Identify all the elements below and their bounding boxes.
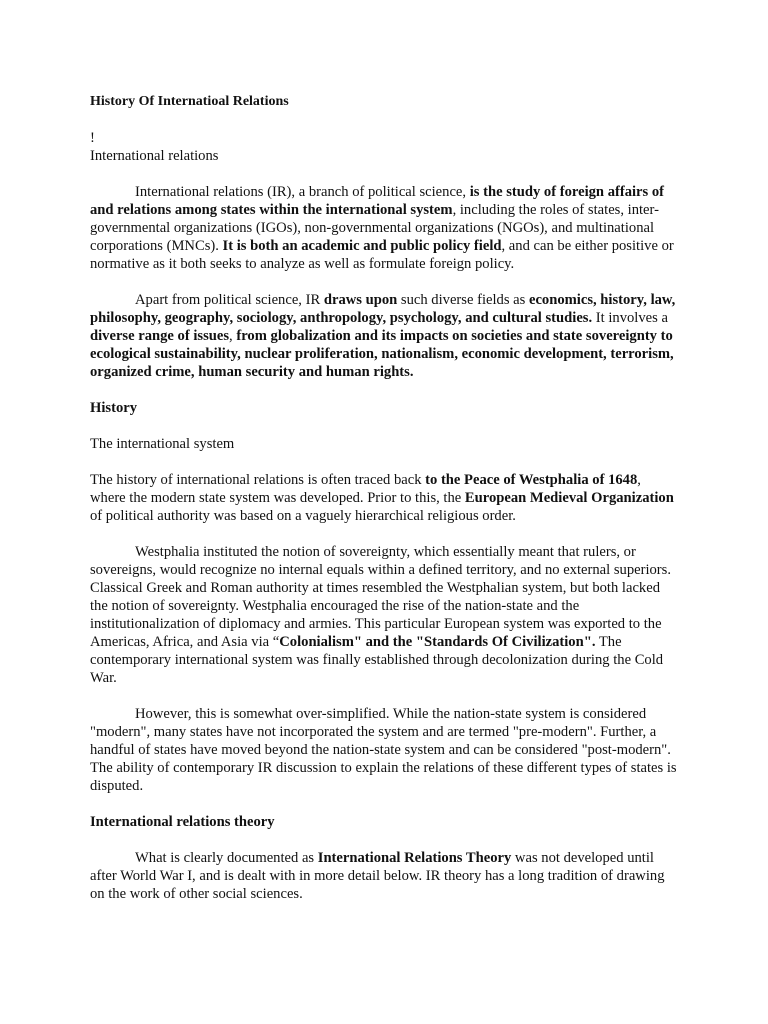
document-title: History Of Internatioal Relations bbox=[90, 94, 289, 109]
bold-run: from globalization and its impacts on societies and state sovereignty to ecological sustainability, nuclear proliferation, nationalism, economic development, terrorism, organized crime, human security and human rights. bbox=[90, 328, 674, 380]
paragraph-oversimplified: However, this is somewhat over-simplified. While the nation-state system is considered "modern", many states have not incorporated the system and are termed "pre-modern". Further, a handful of states have moved beyond the nation-state system and can be considered "post-modern". The ability of contemporary IR discussion to explain the relations of these different types of states is disputed. bbox=[90, 706, 677, 794]
text-run: of political authority was based on a vaguely hierarchical religious order. bbox=[90, 508, 516, 524]
bold-run: Colonialism" and the "Standards Of Civilization". bbox=[279, 634, 596, 650]
bold-run: European Medieval Organization bbox=[464, 490, 674, 506]
text-run: Westphalia instituted the notion of sovereignty, which essentially meant that rulers, or sovereigns, would recognize no internal equals within a defined territory, and no external superiors. Classical Greek and Roman authority at times resembled the Westphalian system, but both lacked the notion of sovereignty. Westphalia encouraged the rise of the nation-state and the institutionalization of diplomacy and armies. This particular European system was exported to the Americas, Africa, and Asia via “ bbox=[90, 544, 671, 650]
heading-history: History bbox=[90, 400, 138, 416]
exclamation-mark: ! bbox=[90, 130, 95, 146]
text-run: It involves a bbox=[592, 310, 668, 326]
section-subtitle-international-relations: International relations bbox=[90, 148, 219, 164]
text-run: was not developed until after World War I, and is dealt with in more detail below. IR theory has a long tradition of drawing on the work of other social sciences. bbox=[90, 850, 665, 902]
bold-run: International Relations Theory bbox=[317, 850, 512, 866]
bold-run: economics, history, law, philosophy, geography, sociology, anthropology, psychology, and cultural studies. bbox=[90, 292, 676, 326]
text-run: What is clearly documented as bbox=[135, 850, 318, 866]
bold-run: is the study of foreign affairs of and relations among states within the international system bbox=[90, 184, 665, 218]
paragraph-westphalia-origin bbox=[90, 471, 678, 525]
bold-run: draws upon bbox=[323, 292, 398, 308]
text-run: , where the modern state system was developed. Prior to this, the bbox=[90, 472, 641, 506]
bold-run: It is both an academic and public policy field bbox=[222, 238, 502, 254]
bold-run: diverse range of issues bbox=[90, 328, 230, 344]
paragraph-ir-definition bbox=[90, 183, 678, 273]
text-run: , and can be either positive or normative as it both seeks to analyze as well as formulate foreign policy. bbox=[90, 238, 674, 272]
document-page bbox=[90, 93, 678, 921]
bold-run: to the Peace of Westphalia of 1648 bbox=[425, 472, 638, 488]
text-run: The history of international relations is often traced back bbox=[90, 472, 426, 488]
text-run: , bbox=[229, 328, 237, 344]
heading-ir-theory: International relations theory bbox=[90, 814, 275, 830]
text-run: International relations (IR), a branch of political science, bbox=[135, 184, 470, 200]
text-run: The contemporary international system was finally established through decolonization during the Cold War. bbox=[90, 634, 664, 686]
text-run: such diverse fields as bbox=[397, 292, 529, 308]
paragraph-ir-fields bbox=[90, 291, 678, 381]
text-run: Apart from political science, IR bbox=[135, 292, 324, 308]
paragraph-ir-theory bbox=[90, 849, 678, 903]
text-run: , including the roles of states, inter-governmental organizations (IGOs), non-governmental organizations (NGOs), and multinational corporations (MNCs). bbox=[90, 202, 659, 254]
subheading-international-system: The international system bbox=[90, 436, 235, 452]
paragraph-westphalia-sovereignty bbox=[90, 543, 678, 687]
